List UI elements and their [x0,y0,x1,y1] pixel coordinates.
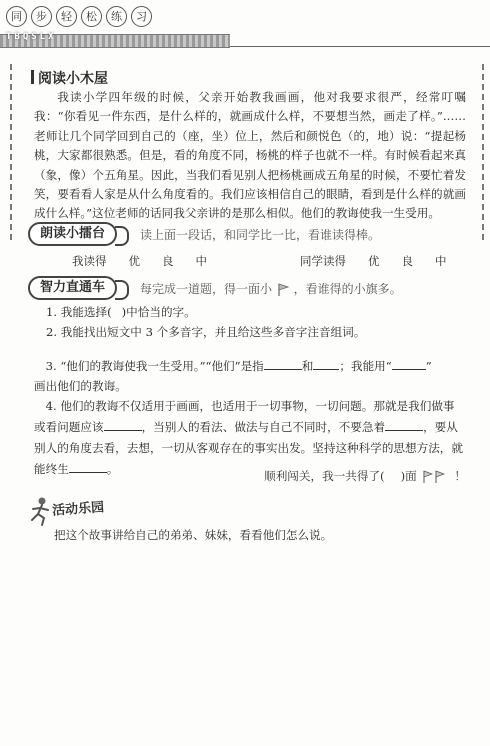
reading-contest-badge: 朗读小擂台 [28,222,117,246]
grade-option[interactable]: 优 [368,254,380,268]
classmate-rating-label: 同学读得 [300,254,346,268]
question-3-part-c: ；我能用“ [339,359,392,373]
activity-text: 把这个故事讲给自己的弟弟、妹妹，看看他们怎么说。 [54,528,333,542]
answer-blank[interactable] [264,357,302,370]
answer-blank[interactable] [313,357,339,370]
passage-text: 我读小学四年级的时候，父亲开始教我画画，他对我要求很严，经常叮嘱我：“你看见一件东西，是什么样的，就画成什么样，不要想当然，画走了样。”……老师让几个同学回到自己的（座，坐）位上，然后和颜悦色（的，地）说：“提起杨桃，大家都很熟悉。但是，看的角度不同，杨桃的样子也就不一样。有时候看起来真（象，像）个五角星。因此，当我们看见别人把杨桃画成五角星的时候，不要忙着发笑，要看看人家是从什么角度看的。我们应该相信自己的眼睛，看到是什么样的就画成什么样。”这位老师的话同我父亲讲的是那么相似。他们的教诲使我一生受用。 [34,90,466,221]
flag-icon [276,283,290,297]
question-4-part-a: 4. 他们的教诲不仅适用于画画，也适用于一切事物，一切问题。那就是我们做事或看问题应该 [34,399,455,434]
grade-option[interactable]: 良 [401,254,413,268]
quiz-instruction-text: 每完成一道题，得一面小 [140,282,273,296]
quiz-instruction [140,280,402,297]
pass-pre: 顺利闯关，我一共得了( [264,469,385,483]
pass-end: ！ [454,469,466,483]
grade-option[interactable]: 良 [162,254,174,268]
header-char: 同 [6,6,27,27]
answer-blank[interactable] [392,357,426,370]
answer-blank[interactable] [104,418,142,431]
question-3-part-e: 画出他们的教诲。 [34,379,127,393]
question-4-part-b: ，当别人的看法、做法与自己不同时，不要急着 [141,420,386,434]
answer-blank[interactable] [69,460,107,473]
question-1-pre: 1. 我能选择( [46,305,112,319]
question-4-part-d: 。 [106,462,119,476]
header-char: 步 [31,6,52,27]
self-rating-label: 我读得 [72,254,107,268]
question-1-post: )中恰当的字。 [121,305,196,319]
question-2: 2. 我能找出短文中 3 个多音字，并且给这些多音字注音组词。 [46,325,366,339]
header-title [6,6,152,27]
header-char: 习 [131,6,152,27]
flags-icon [420,470,454,484]
answer-blank[interactable] [385,418,423,431]
classmate-rating-row [300,253,469,269]
section-title: 阅读小木屋 [38,68,108,88]
grade-option[interactable]: 中 [435,254,447,268]
running-figure-icon [28,496,52,526]
activity-title: 活动乐园 [51,500,105,519]
page-header [0,6,490,58]
question-3-part-d: ” [425,359,432,373]
header-divider [230,46,490,47]
header-char: 轻 [56,6,77,27]
quiz-badge: 智力直通车 [28,276,117,300]
pass-post: )面 [400,469,417,483]
grade-option[interactable]: 优 [128,254,140,268]
self-rating-row [72,253,229,269]
header-char: 练 [106,6,127,27]
question-3-part-a: 3. “他们的教诲使我一生受用。”“他们”是指 [45,359,264,373]
header-char: 松 [81,6,102,27]
grade-option[interactable]: 中 [195,254,207,268]
quiz-instruction-end: ，看谁得的小旗多。 [293,282,402,296]
question-1 [46,302,478,322]
question-3 [34,356,466,396]
question-3-part-b: 和 [301,359,314,373]
question-4-part-c: ，要从别人的角度去看，去想，一切从客观存在的事实出发。坚持这种科学的思想方法，就能终生 [34,420,463,476]
header-code: TBQSLX [6,32,57,42]
reading-instruction: 读上面一段话，和同学比一比，看谁读得棒。 [140,228,381,242]
pass-summary [264,468,466,484]
